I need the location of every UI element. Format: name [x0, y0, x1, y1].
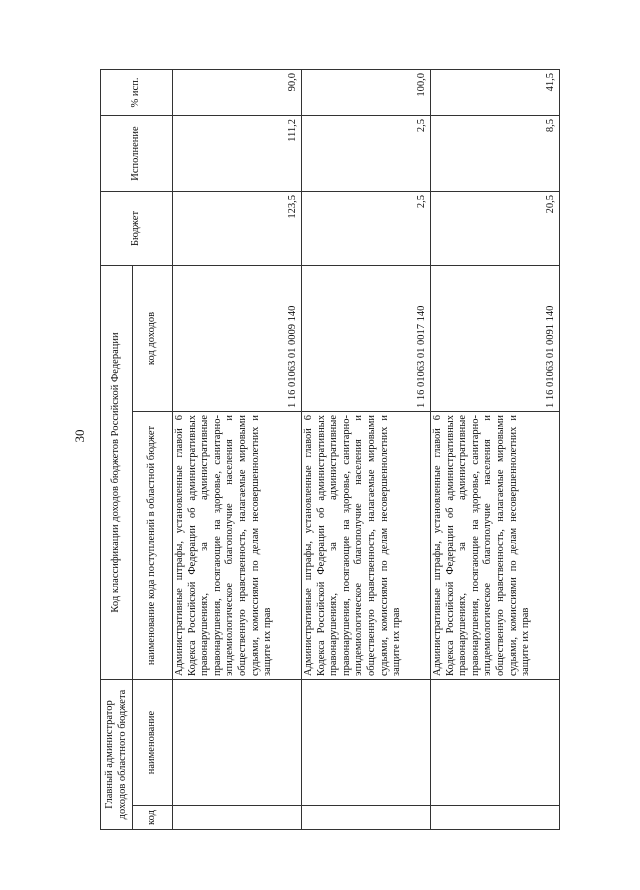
row-percent: 100,0 [302, 69, 431, 115]
row-admin-name [302, 680, 431, 806]
table-row [302, 69, 431, 829]
table-row [431, 69, 560, 829]
row-budget: 123,5 [173, 191, 302, 265]
header-income-code: код доходов [133, 265, 173, 411]
row-income-code: 1 16 01063 01 0091 140 [431, 265, 560, 411]
row-percent: 41,5 [431, 69, 560, 115]
page-number: 30 [72, 429, 87, 443]
income-table [100, 69, 560, 830]
document-sheet [100, 70, 560, 830]
header-admin-name: наименование [133, 680, 173, 806]
row-income-name: Административные штрафы, установленные главой 6 Кодекса Российской Федерации об административных правонарушениях, за административные правонарушения, посягающие на здоровье, санитарно-эпидемиологическое благополучие населения и общественную нравственность, налагаемые мировыми судьями, комиссиями по делам несовершеннолетних и защите их прав [173, 412, 302, 680]
header-income-name: наименование кода поступлений в областной бюджет [133, 412, 173, 680]
row-income-name: Административные штрафы, установленные главой 6 Кодекса Российской Федерации об административных правонарушениях, за административные правонарушения, посягающие на здоровье, санитарно-эпидемиологическое благополучие населения и общественную нравственность, налагаемые мировыми судьями, комиссиями по делам несовершеннолетних и защите их прав [302, 412, 431, 680]
row-admin-code [302, 806, 431, 830]
row-admin-name [431, 680, 560, 806]
header-admin-group: Главный администратор доходов областного бюджета [101, 680, 133, 830]
header-classification-group: Код классификации доходов бюджетов Российской Федерации [101, 265, 133, 679]
row-budget: 20,5 [431, 191, 560, 265]
row-admin-code [431, 806, 560, 830]
row-admin-name [173, 680, 302, 806]
table-row [173, 69, 302, 829]
row-income-code: 1 16 01063 01 0017 140 [302, 265, 431, 411]
row-budget: 2,5 [302, 191, 431, 265]
header-admin-code: код [133, 806, 173, 830]
row-income-name: Административные штрафы, установленные главой 6 Кодекса Российской Федерации об административных правонарушениях, за административные правонарушения, посягающие на здоровье, санитарно-эпидемиологическое благополучие населения и общественную нравственность, налагаемые мировыми судьями, комиссиями по делам несовершеннолетних и защите их прав [431, 412, 560, 680]
row-execution: 2,5 [302, 115, 431, 191]
row-execution: 111,2 [173, 115, 302, 191]
row-admin-code [173, 806, 302, 830]
row-execution: 8,5 [431, 115, 560, 191]
row-income-code: 1 16 01063 01 0009 140 [173, 265, 302, 411]
header-execution: Исполнение [101, 115, 173, 191]
header-budget: Бюджет [101, 191, 173, 265]
header-percent: % исп. [101, 69, 173, 115]
row-percent: 90,0 [173, 69, 302, 115]
